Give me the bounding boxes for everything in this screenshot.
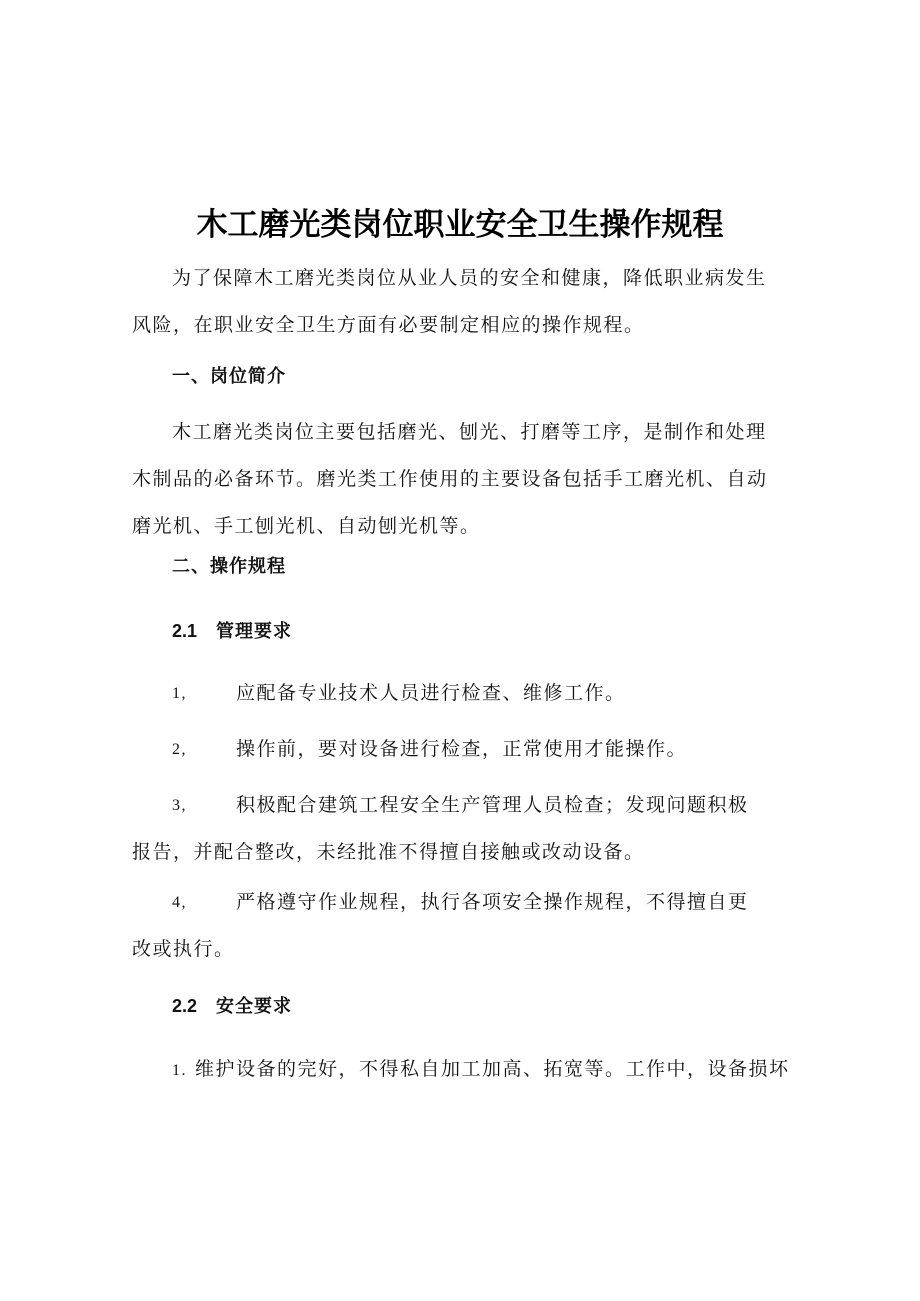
list-item bbox=[132, 726, 752, 773]
subsection-title: 安全要求 bbox=[216, 996, 292, 1017]
list-item bbox=[172, 1054, 792, 1086]
list-item-number: 3, bbox=[172, 797, 187, 814]
section-heading-operating-rules: 二、操作规程 bbox=[172, 556, 286, 577]
subsection-heading-safety bbox=[172, 991, 292, 1022]
subsection-number: 2.1 bbox=[172, 621, 198, 641]
subsection-title: 管理要求 bbox=[216, 621, 292, 642]
list-item bbox=[132, 670, 752, 717]
list-item-number: 2, bbox=[172, 741, 187, 758]
post-intro-paragraph: 木工磨光类岗位主要包括磨光、刨光、打磨等工序，是制作和处理木制品的必备环节。磨光类工作使用的主要设备包括手工磨光机、自动磨光机、手工刨光机、自动刨光机等。 bbox=[132, 421, 768, 537]
section-heading-post-intro: 一、岗位简介 bbox=[172, 366, 286, 387]
subsection-heading-management bbox=[172, 616, 292, 647]
subsection-number: 2.2 bbox=[172, 996, 198, 1016]
list-item-text: 维护设备的完好，不得私自加工加高、拓宽等。工作中，设备损坏 bbox=[195, 1058, 790, 1080]
list-item bbox=[132, 879, 752, 973]
list-item-continuation: 报告，并配合整改，未经批准不得擅自接触或改动设备。 bbox=[132, 841, 645, 863]
list-item-text: 操作前，要对设备进行检查，正常使用才能操作。 bbox=[236, 738, 688, 760]
list-item-text: 积极配合建筑工程安全生产管理人员检查；发现问题积极 bbox=[236, 794, 749, 816]
list-item bbox=[132, 782, 752, 876]
document-title: 木工磨光类岗位职业安全卫生操作规程 bbox=[196, 207, 724, 243]
list-item-text: 应配备专业技术人员进行检查、维修工作。 bbox=[236, 682, 626, 704]
list-item-number: 4, bbox=[172, 894, 187, 911]
intro-paragraph: 为了保障木工磨光类岗位从业人员的安全和健康，降低职业病发生风险，在职业安全卫生方面有必要制定相应的操作规程。 bbox=[132, 267, 767, 336]
list-item-number: 1, bbox=[172, 685, 187, 702]
list-item-number: 1. bbox=[172, 1062, 187, 1079]
list-item-text: 严格遵守作业规程，执行各项安全操作规程，不得擅自更 bbox=[236, 891, 749, 913]
list-item-continuation: 改或执行。 bbox=[132, 938, 235, 960]
